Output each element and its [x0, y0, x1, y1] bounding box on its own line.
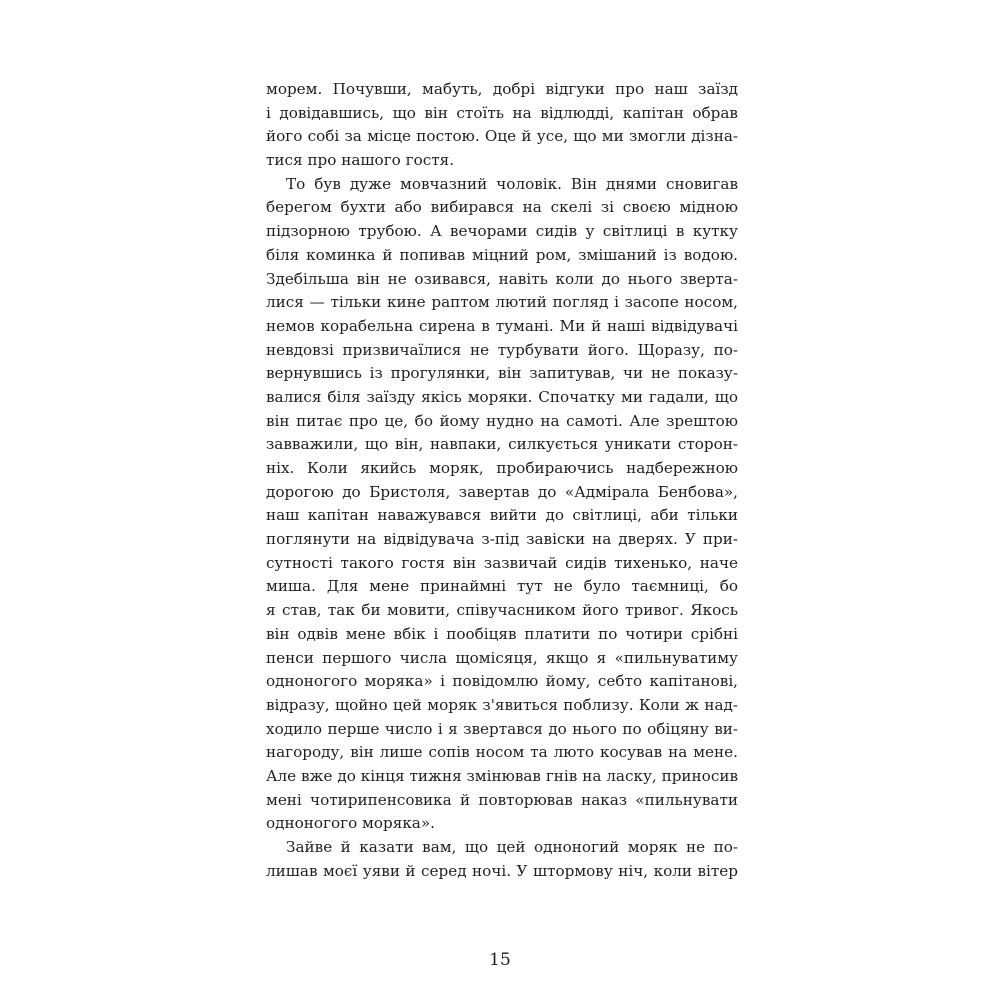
text-line: берегом бухти або вибирався на скелі зі своєю мідною [266, 198, 738, 217]
text-line: ходило перше число і я звертався до нього по обіцяну ви- [266, 719, 738, 738]
text-line: вернувшись із прогулянки, він запитував, чи не показу- [266, 364, 738, 383]
text-line: я став, так би мовити, співучасником його тривог. Якось [266, 601, 738, 620]
text-line: лишав моєї уяви й серед ночі. У штормову ніч, коли вітер [266, 861, 738, 880]
text-line: валися біля заїзду якісь моряки. Спочатку ми гадали, що [266, 387, 738, 406]
page-text [266, 78, 738, 883]
text-line: нагороду, він лише сопів носом та люто косував на мене. [266, 743, 738, 762]
text-line: То був дуже мовчазний чоловік. Він днями сновигав [286, 174, 738, 193]
text-line: мені чотирипенсовика й повторював наказ «пильнувати [266, 790, 738, 809]
text-line: миша. Для мене принаймні тут не було таємниці, бо [266, 577, 738, 596]
text-line: тися про нашого гостя. [266, 151, 455, 170]
text-line: дорогою до Бристоля, завертав до «Адмірала Бенбова», [266, 482, 738, 501]
text-line: біля коминка й попивав міцний ром, змішаний із водою. [266, 245, 738, 264]
text-line: немов корабельна сирена в тумані. Ми й наші відвідувачі [266, 316, 738, 335]
text-line: одноногого моряка». [266, 814, 435, 833]
text-line: лися — тільки кине раптом лютий погляд і засопе носом, [266, 293, 738, 312]
text-line: і довідавшись, що він стоїть на відлюдді, капітан обрав [266, 103, 738, 122]
text-line: він питає про це, бо йому нудно на самоті. Але зрештою [266, 411, 738, 430]
text-line: морем. Почувши, мабуть, добрі відгуки про наш заїзд [266, 80, 738, 98]
page-number: 15 [489, 950, 511, 970]
text-line: завважили, що він, навпаки, силкується уникати сторон- [266, 435, 738, 454]
text-line: він одвів мене вбік і пообіцяв платити по чотири срібні [266, 624, 738, 643]
text-line: поглянути на відвідувача з-під завіски на дверях. У при- [266, 530, 738, 549]
text-line: Але вже до кінця тижня змінював гнів на ласку, приносив [266, 766, 738, 785]
text-line: відразу, щойно цей моряк з'явиться поблизу. Коли ж над- [266, 695, 738, 714]
text-line: ніх. Коли якийсь моряк, пробираючись надбережною [266, 459, 738, 477]
text-line: Здебільша він не озивався, навіть коли до нього зверта- [266, 269, 738, 288]
text-line: його собі за місце постою. Оце й усе, що ми змогли дізна- [266, 127, 738, 146]
text-line: наш капітан наважувався вийти до світлиці, аби тільки [266, 506, 738, 525]
text-line: сутності такого гостя він зазвичай сидів тихенько, наче [266, 553, 738, 572]
text-line: підзорною трубою. А вечорами сидів у світлиці в кутку [266, 222, 738, 241]
text-line: невдовзі призвичаїлися не турбувати його. Щоразу, по- [266, 340, 738, 359]
text-line: пенси першого числа щомісяця, якщо я «пильнуватиму [266, 648, 738, 667]
text-line: Зайве й казати вам, що цей одноногий моряк не по- [286, 838, 738, 856]
text-line: одноногого моряка» і повідомлю йому, себто капітанові, [266, 672, 738, 691]
